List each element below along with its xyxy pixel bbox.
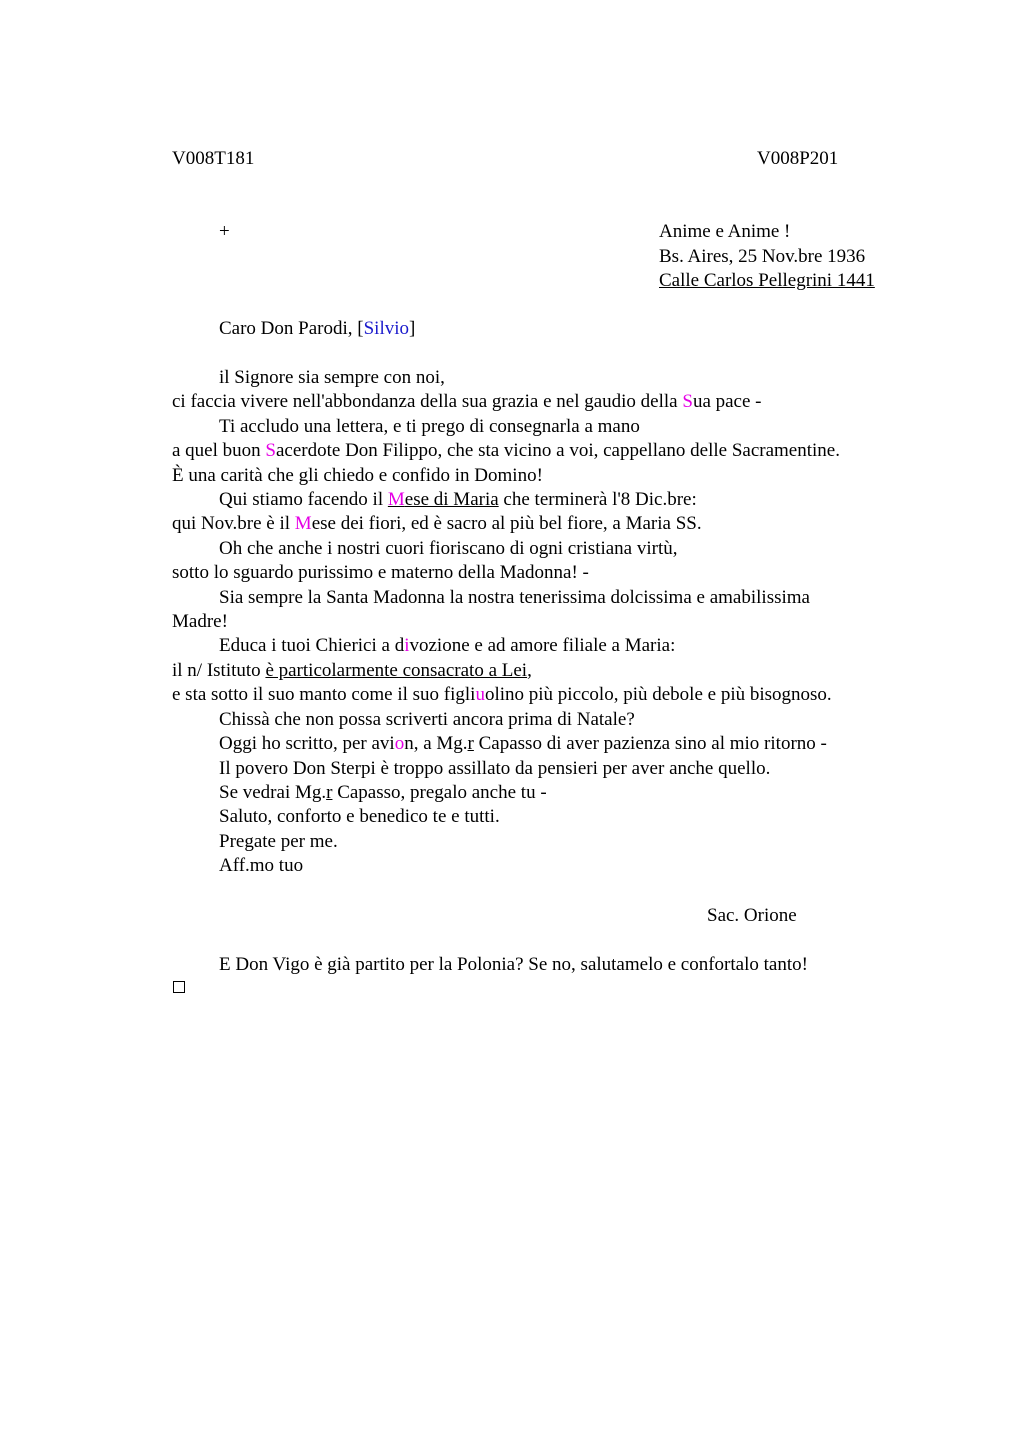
address-date: Bs. Aires, 25 Nov.bre 1936 (659, 245, 866, 267)
correction-mark: M (294, 513, 312, 535)
text-segment: acerdote Don Filippo, che sta vicino a voi, cappellano delle Sacramentine. (275, 440, 840, 462)
body-line: Chissà che non possa scriverti ancora prima di Natale? (219, 708, 635, 730)
document-code-left: V008T181 (172, 148, 255, 169)
correction-mark: S (265, 440, 276, 462)
body-line: Oh che anche i nostri cuori fioriscano di ogni cristiana virtù, (219, 537, 678, 559)
salutation-bracket: ] (409, 318, 416, 339)
end-box-icon (173, 981, 185, 993)
text-segment: Qui stiamo facendo il (219, 489, 388, 511)
text-segment: Educa i tuoi Chierici a d (219, 635, 405, 657)
text-segment: vozione e ad amore filiale a Maria: (409, 635, 676, 657)
body-line: Sia sempre la Santa Madonna la nostra tenerissima dolcissima e amabilissima (219, 586, 810, 608)
body-line: Ti accludo una lettera, e ti prego di consegnarla a mano (219, 415, 640, 437)
text-segment: Capasso, pregalo anche tu - (332, 781, 547, 803)
text-segment: r (326, 781, 333, 803)
text-segment: , (527, 659, 532, 681)
body-line (172, 488, 840, 512)
text-segment: n, a Mg. (404, 733, 468, 755)
body-line: Il povero Don Sterpi è troppo assillato da pensieri per aver anche quello. (219, 757, 771, 779)
address-street: Calle Carlos Pellegrini 1441 (659, 270, 875, 291)
text-segment: ese dei fiori, ed è sacro al più bel fiore, a Maria SS. (311, 513, 702, 535)
text-segment: che terminerà l'8 Dic.bre: (498, 489, 697, 511)
body-line: il Signore sia sempre con noi, (219, 367, 445, 388)
document-code-right: V008P201 (757, 148, 839, 169)
correction-mark: S (682, 391, 693, 413)
closing-line: Aff.mo tuo (219, 855, 304, 877)
salutation (219, 317, 415, 341)
body-line (172, 439, 840, 463)
text-segment: olino più piccolo, più debole e più bisognoso. (484, 684, 832, 706)
postscript: E Don Vigo è già partito per la Polonia? Se no, salutamelo e confortalo tanto! (219, 954, 808, 975)
text-segment: e sta sotto il suo manto come il suo figli (172, 684, 476, 706)
body-line (172, 512, 840, 536)
text-segment: Capasso di aver pazienza sino al mio ritorno - (473, 733, 827, 755)
text-segment: a quel buon (172, 440, 266, 462)
address-motto: Anime e Anime ! (659, 221, 791, 242)
text-segment: qui Nov.bre è il (172, 513, 295, 535)
body-line: sotto lo sguardo purissimo e materno della Madonna! - (172, 562, 589, 584)
correction-mark: o (394, 733, 405, 755)
signature: Sac. Orione (707, 905, 797, 926)
body-line (172, 634, 840, 658)
address-block (659, 220, 875, 294)
body-line (172, 683, 840, 707)
letter-body (172, 366, 840, 879)
text-segment: ua pace - (692, 391, 762, 413)
correction-mark: i (404, 635, 410, 657)
text-segment: Se vedrai Mg. (219, 781, 327, 803)
salutation-text: Caro Don Parodi, [ (219, 318, 364, 339)
body-line (172, 659, 840, 683)
text-segment: ci faccia vivere nell'abbondanza della sua grazia e nel gaudio della (172, 391, 683, 413)
body-line: Saluto, conforto e benedico te e tutti. (219, 806, 500, 828)
body-line: Madre! (172, 611, 228, 633)
text-segment: Oggi ho scritto, per avi (219, 733, 395, 755)
correction-mark: u (475, 684, 485, 706)
correction-mark: M (387, 489, 405, 511)
body-line (172, 390, 840, 414)
salutation-name-insertion: Silvio (363, 318, 409, 339)
text-segment: il n/ Istituto (172, 659, 266, 681)
underlined-phrase: è particolarmente consacrato a Lei (265, 659, 528, 681)
body-line: Pregate per me. (219, 830, 338, 852)
body-line: È una carità che gli chiedo e confido in Domino! (172, 464, 543, 486)
body-line (172, 781, 840, 805)
body-line (172, 732, 840, 756)
text-segment: r (467, 733, 474, 755)
cross-symbol: + (219, 221, 230, 242)
text-segment: ese di Maria (404, 489, 499, 511)
